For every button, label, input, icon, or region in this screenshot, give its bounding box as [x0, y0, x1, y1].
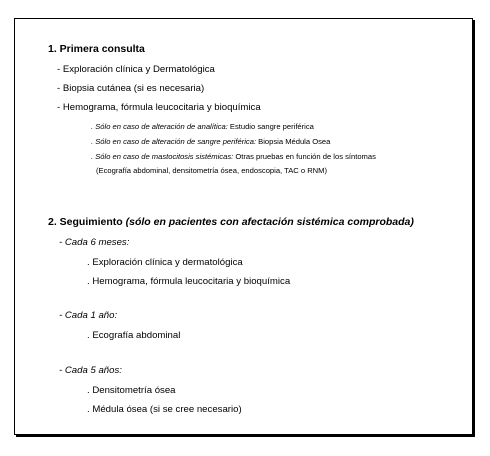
section-1-item: - Biopsia cutánea (si es necesaria) — [57, 83, 205, 94]
section-1-item: - Exploración clínica y Dermatológica — [57, 64, 215, 75]
note-condition: . Sólo en caso de alteración de analítica: — [91, 122, 228, 131]
protocol-box — [14, 18, 473, 435]
section-2-title-qualifier: (sólo en pacientes con afectación sistémica comprobada) — [125, 216, 414, 228]
note-condition: . Sólo en caso de alteración de sangre periférica: — [91, 137, 257, 146]
interval-item: . Hemograma, fórmula leucocitaria y bioquímica — [87, 276, 291, 287]
interval-label: - Cada 1 año: — [59, 310, 118, 321]
section-2-title — [48, 216, 414, 228]
section-1-note — [91, 137, 330, 146]
interval-item: . Ecografía abdominal — [87, 330, 181, 341]
section-1-item: - Hemograma, fórmula leucocitaria y bioquímica — [57, 102, 261, 113]
interval-label: - Cada 6 meses: — [59, 237, 130, 248]
interval-item: . Médula ósea (si se cree necesario) — [87, 404, 242, 415]
section-2-title-main: 2. Seguimiento — [48, 216, 126, 228]
section-1-title: 1. Primera consulta — [48, 43, 145, 55]
interval-label: - Cada 5 años: — [59, 365, 122, 376]
note-text: Estudio sangre periférica — [227, 122, 314, 131]
note-condition: . Sólo en caso de mastocitosis sistémicas: — [91, 152, 234, 161]
interval-item: . Exploración clínica y dermatológica — [87, 257, 243, 268]
note-text: Biopsia Médula Osea — [256, 137, 331, 146]
note-text: Otras pruebas en función de los síntomas — [233, 152, 376, 161]
interval-item: . Densitometría ósea — [87, 385, 176, 396]
section-1-note-continuation: (Ecografía abdominal, densitometría ósea, endoscopia, TAC o RNM) — [96, 166, 328, 175]
section-1-note — [91, 152, 376, 161]
section-1-note — [91, 122, 314, 131]
